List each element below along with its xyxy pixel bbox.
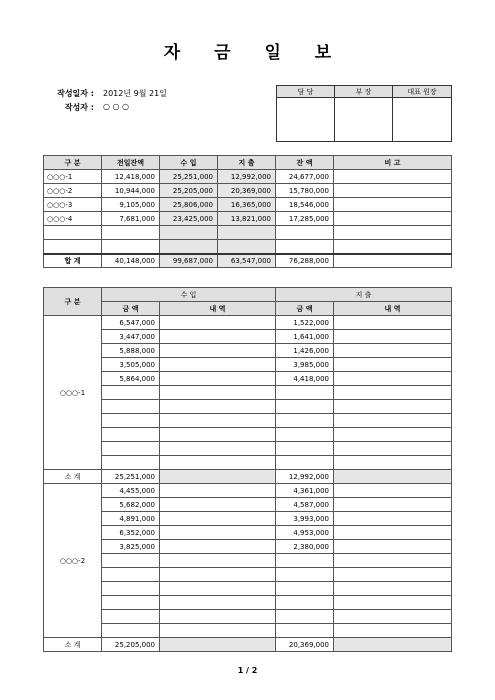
summary-name-cell: ○○○-3 (44, 198, 102, 212)
summary-note-cell (334, 184, 452, 198)
detail-header-expense: 지 출 (276, 288, 452, 302)
detail-row (44, 596, 452, 610)
detail-income-desc (160, 358, 276, 372)
detail-expense-amount (276, 596, 334, 610)
detail-expense-desc (334, 358, 452, 372)
detail-expense-amount (276, 456, 334, 470)
summary-row (44, 212, 452, 226)
detail-expense-amount: 1,522,000 (276, 316, 334, 330)
summary-prev-cell (102, 240, 160, 254)
detail-income-desc (160, 428, 276, 442)
detail-expense-desc (334, 372, 452, 386)
detail-expense-desc (334, 330, 452, 344)
detail-row (44, 610, 452, 624)
detail-income-amount: 6,352,000 (102, 526, 160, 540)
detail-expense-desc (334, 596, 452, 610)
detail-income-amount: 4,455,000 (102, 484, 160, 498)
summary-balance-cell (276, 226, 334, 240)
detail-income-desc (160, 484, 276, 498)
summary-note-cell (334, 170, 452, 184)
summary-name-cell: ○○○-2 (44, 184, 102, 198)
detail-income-amount (102, 610, 160, 624)
author-value: ○ ○ ○ (103, 102, 130, 111)
detail-row (44, 316, 452, 330)
summary-balance-cell: 18,546,000 (276, 198, 334, 212)
detail-expense-desc (334, 484, 452, 498)
detail-expense-desc (334, 344, 452, 358)
summary-total-note (334, 254, 452, 268)
detail-income-desc (160, 596, 276, 610)
approval-sign-president (393, 98, 452, 142)
date-value: 2012년 9월 21일 (103, 89, 167, 98)
detail-income-desc (160, 344, 276, 358)
detail-row (44, 526, 452, 540)
summary-total-balance: 76,288,000 (276, 254, 334, 268)
detail-header-expense-amount: 금 액 (276, 302, 334, 316)
summary-row (44, 170, 452, 184)
detail-income-amount: 5,888,000 (102, 344, 160, 358)
approval-sign-director (335, 98, 393, 142)
detail-income-amount: 5,682,000 (102, 498, 160, 512)
summary-note-cell (334, 226, 452, 240)
summary-balance-cell: 17,285,000 (276, 212, 334, 226)
summary-total-prev: 40,148,000 (102, 254, 160, 268)
detail-income-desc (160, 414, 276, 428)
summary-row (44, 198, 452, 212)
detail-row (44, 540, 452, 554)
summary-total-row (44, 254, 452, 268)
detail-expense-amount (276, 414, 334, 428)
detail-expense-desc (334, 610, 452, 624)
detail-row (44, 414, 452, 428)
detail-row (44, 624, 452, 638)
detail-row (44, 330, 452, 344)
detail-income-amount (102, 624, 160, 638)
summary-header-income: 수 입 (160, 156, 218, 170)
detail-income-amount (102, 442, 160, 456)
detail-row (44, 568, 452, 582)
detail-income-amount: 3,447,000 (102, 330, 160, 344)
summary-row (44, 184, 452, 198)
summary-row (44, 240, 452, 254)
summary-total-label: 합 계 (44, 254, 102, 268)
summary-header-prev: 전일잔액 (102, 156, 160, 170)
detail-income-desc (160, 442, 276, 456)
detail-income-amount (102, 568, 160, 582)
detail-expense-amount (276, 400, 334, 414)
detail-row (44, 428, 452, 442)
detail-row (44, 442, 452, 456)
detail-row (44, 582, 452, 596)
summary-prev-cell: 12,418,000 (102, 170, 160, 184)
detail-expense-desc (334, 316, 452, 330)
summary-income-cell: 25,205,000 (160, 184, 218, 198)
summary-income-cell (160, 226, 218, 240)
detail-income-amount: 5,864,000 (102, 372, 160, 386)
approval-sign-manager (277, 98, 335, 142)
summary-expense-cell: 20,369,000 (218, 184, 276, 198)
approval-header-manager: 담 당 (277, 86, 335, 98)
summary-note-cell (334, 240, 452, 254)
summary-expense-cell (218, 226, 276, 240)
detail-row (44, 344, 452, 358)
detail-expense-amount (276, 386, 334, 400)
detail-expense-desc (334, 568, 452, 582)
date-label: 작성일자 : (57, 89, 94, 98)
detail-expense-amount: 1,426,000 (276, 344, 334, 358)
author-label: 작성자 : (64, 103, 94, 112)
detail-subtotal-expense-desc (334, 638, 452, 652)
detail-income-amount (102, 386, 160, 400)
detail-expense-desc (334, 386, 452, 400)
summary-prev-cell (102, 226, 160, 240)
detail-header-income-amount: 금 액 (102, 302, 160, 316)
detail-expense-amount: 4,587,000 (276, 498, 334, 512)
summary-header-expense: 지 출 (218, 156, 276, 170)
detail-expense-amount (276, 624, 334, 638)
detail-income-desc (160, 624, 276, 638)
summary-total-income: 99,687,000 (160, 254, 218, 268)
detail-income-desc (160, 330, 276, 344)
detail-income-desc (160, 554, 276, 568)
detail-row (44, 512, 452, 526)
detail-header-income: 수 입 (102, 288, 276, 302)
detail-income-desc (160, 582, 276, 596)
detail-expense-desc (334, 624, 452, 638)
summary-income-cell (160, 240, 218, 254)
detail-income-amount (102, 456, 160, 470)
detail-subtotal-expense-desc (334, 470, 452, 484)
detail-subtotal-income-desc (160, 470, 276, 484)
detail-header-income-desc: 내 역 (160, 302, 276, 316)
summary-name-cell: ○○○-1 (44, 170, 102, 184)
summary-income-cell: 25,806,000 (160, 198, 218, 212)
detail-row (44, 484, 452, 498)
detail-income-amount (102, 400, 160, 414)
summary-prev-cell: 7,681,000 (102, 212, 160, 226)
detail-expense-desc (334, 540, 452, 554)
detail-income-desc (160, 372, 276, 386)
detail-expense-desc (334, 442, 452, 456)
summary-header-note: 비 고 (334, 156, 452, 170)
detail-group-name: ○○○-2 (44, 484, 102, 638)
detail-income-desc (160, 316, 276, 330)
summary-name-cell: ○○○-4 (44, 212, 102, 226)
summary-table (43, 155, 452, 268)
detail-row (44, 358, 452, 372)
detail-expense-desc (334, 428, 452, 442)
summary-header-category: 구 분 (44, 156, 102, 170)
detail-expense-amount (276, 610, 334, 624)
detail-expense-amount (276, 568, 334, 582)
summary-expense-cell: 12,992,000 (218, 170, 276, 184)
detail-expense-desc (334, 582, 452, 596)
detail-expense-amount: 4,418,000 (276, 372, 334, 386)
detail-subtotal-income: 25,205,000 (102, 638, 160, 652)
detail-income-amount (102, 582, 160, 596)
detail-table (43, 287, 452, 652)
approval-header-director: 부 장 (335, 86, 393, 98)
summary-prev-cell: 10,944,000 (102, 184, 160, 198)
detail-row (44, 554, 452, 568)
detail-subtotal-label: 소 계 (44, 470, 102, 484)
detail-income-amount (102, 554, 160, 568)
summary-name-cell (44, 240, 102, 254)
approval-header-president: 대표 원장 (393, 86, 452, 98)
detail-income-desc (160, 400, 276, 414)
detail-income-amount (102, 428, 160, 442)
detail-subtotal-label: 소 계 (44, 638, 102, 652)
summary-expense-cell (218, 240, 276, 254)
summary-income-cell: 23,425,000 (160, 212, 218, 226)
detail-row (44, 372, 452, 386)
page-title: 자 금 일 보 (163, 43, 346, 63)
summary-balance-cell (276, 240, 334, 254)
detail-income-amount: 3,825,000 (102, 540, 160, 554)
detail-expense-desc (334, 498, 452, 512)
detail-expense-desc (334, 400, 452, 414)
detail-expense-amount (276, 442, 334, 456)
summary-note-cell (334, 212, 452, 226)
detail-header-category: 구 분 (44, 288, 102, 316)
detail-income-desc (160, 526, 276, 540)
detail-expense-amount (276, 554, 334, 568)
summary-total-expense: 63,547,000 (218, 254, 276, 268)
detail-row (44, 498, 452, 512)
detail-subtotal-income: 25,251,000 (102, 470, 160, 484)
detail-expense-desc (334, 554, 452, 568)
detail-group-name: ○○○-1 (44, 316, 102, 470)
summary-balance-cell: 15,780,000 (276, 184, 334, 198)
detail-row (44, 400, 452, 414)
detail-income-amount (102, 596, 160, 610)
page-number: 1 / 2 (237, 666, 258, 675)
detail-income-amount: 3,505,000 (102, 358, 160, 372)
detail-income-desc (160, 386, 276, 400)
detail-income-amount: 4,891,000 (102, 512, 160, 526)
detail-expense-desc (334, 456, 452, 470)
detail-expense-amount: 4,953,000 (276, 526, 334, 540)
detail-expense-amount: 2,380,000 (276, 540, 334, 554)
detail-income-desc (160, 610, 276, 624)
detail-expense-amount: 3,985,000 (276, 358, 334, 372)
summary-name-cell (44, 226, 102, 240)
detail-header-expense-desc: 내 역 (334, 302, 452, 316)
detail-expense-desc (334, 526, 452, 540)
summary-expense-cell: 13,821,000 (218, 212, 276, 226)
summary-expense-cell: 16,365,000 (218, 198, 276, 212)
summary-note-cell (334, 198, 452, 212)
detail-income-desc (160, 512, 276, 526)
summary-row (44, 226, 452, 240)
detail-row (44, 386, 452, 400)
detail-income-desc (160, 540, 276, 554)
summary-income-cell: 25,251,000 (160, 170, 218, 184)
summary-header-balance: 잔 액 (276, 156, 334, 170)
detail-income-amount: 6,547,000 (102, 316, 160, 330)
detail-subtotal-income-desc (160, 638, 276, 652)
detail-subtotal-row (44, 470, 452, 484)
detail-subtotal-row (44, 638, 452, 652)
detail-subtotal-expense: 12,992,000 (276, 470, 334, 484)
detail-income-amount (102, 414, 160, 428)
detail-expense-amount (276, 428, 334, 442)
detail-expense-desc (334, 512, 452, 526)
detail-row (44, 456, 452, 470)
detail-expense-amount: 3,993,000 (276, 512, 334, 526)
approval-box (276, 85, 452, 142)
summary-balance-cell: 24,677,000 (276, 170, 334, 184)
summary-prev-cell: 9,105,000 (102, 198, 160, 212)
detail-income-desc (160, 568, 276, 582)
detail-income-desc (160, 498, 276, 512)
detail-expense-desc (334, 414, 452, 428)
detail-income-desc (160, 456, 276, 470)
detail-expense-amount: 1,641,000 (276, 330, 334, 344)
detail-subtotal-expense: 20,369,000 (276, 638, 334, 652)
detail-expense-amount (276, 582, 334, 596)
detail-expense-amount: 4,361,000 (276, 484, 334, 498)
